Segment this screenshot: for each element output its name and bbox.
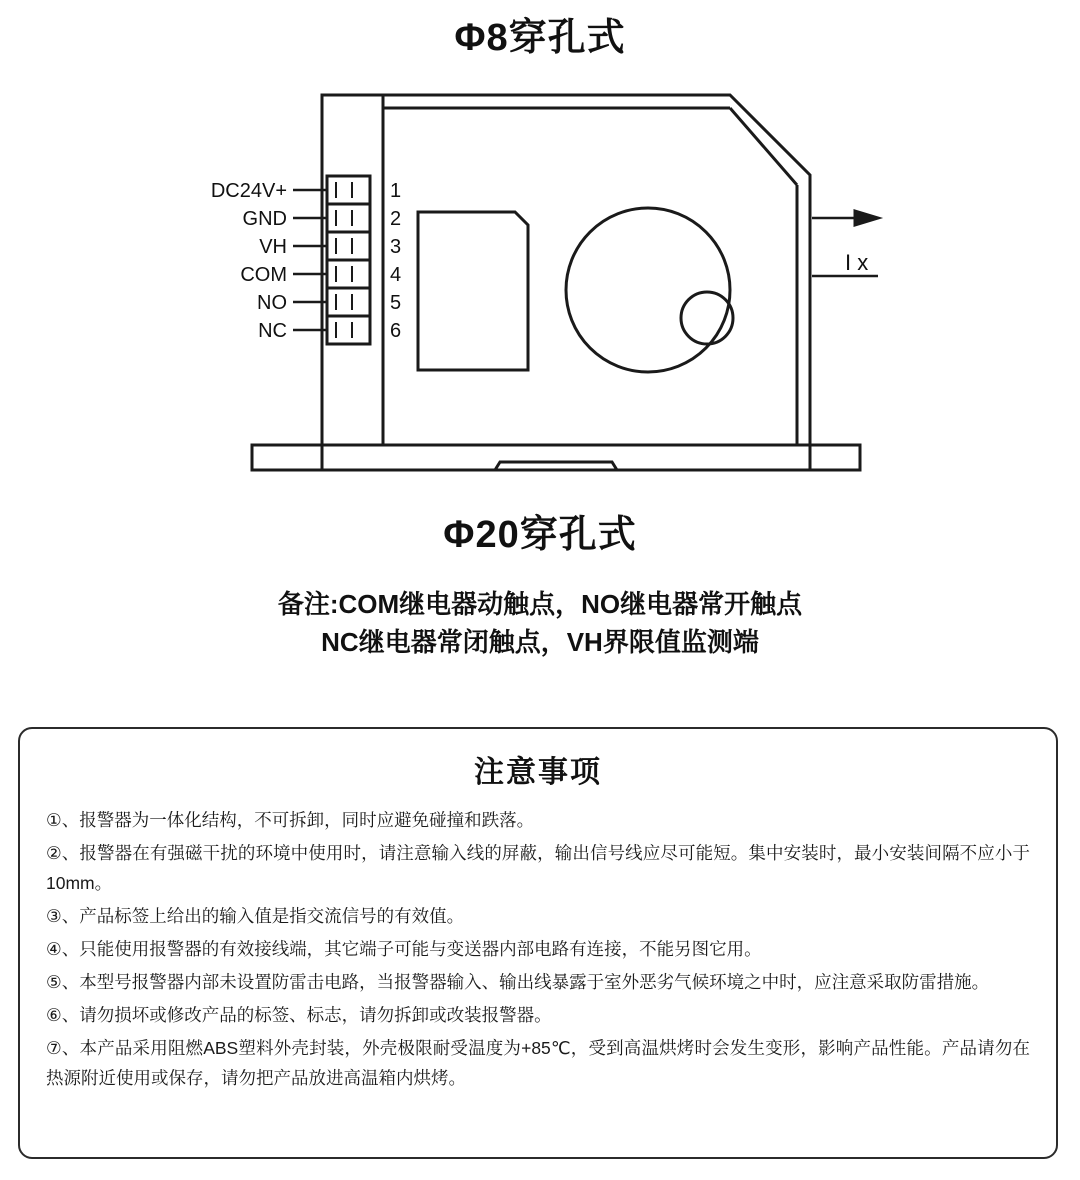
terminal-1	[327, 176, 370, 204]
terminal-number-3: 4	[390, 264, 402, 286]
terminal-label-5: NC	[258, 320, 287, 342]
terminal-block	[327, 176, 370, 344]
terminal-4	[327, 260, 370, 288]
page-title-top: Φ8穿孔式	[454, 17, 626, 59]
caution-item: ②、报警器在有强磁干扰的环境中使用时，请注意输入线的屏蔽，输出信号线应尽可能短。集中安装时，最小安装间隔不应小于10mm。	[46, 843, 1030, 893]
relay-note-line2: NC继电器常闭触点，VH界限值监测端	[321, 627, 759, 657]
cautions-list	[46, 805, 1030, 1093]
terminal-5	[327, 288, 370, 316]
caution-item: ⑥、请勿损坏或修改产品的标签、标志，请勿拆卸或改装报警器。	[46, 1005, 552, 1025]
page-title-bottom: Φ20穿孔式	[443, 514, 637, 556]
caution-item: ①、报警器为一体化结构，不可拆卸，同时应避免碰撞和跌落。	[46, 810, 535, 830]
mounting-base	[252, 445, 860, 470]
caution-item: ⑤、本型号报警器内部未设置防雷击电路，当报警器输入、输出线暴露于室外恶劣气候环境之中时，应注意采取防雷措施。	[46, 972, 990, 992]
relay-note	[0, 585, 1080, 661]
internal-module	[418, 212, 528, 370]
cautions-panel	[18, 727, 1058, 1159]
terminal-label-0: DC24V+	[210, 180, 287, 202]
cautions-title: 注意事项	[474, 756, 602, 789]
caution-item: ⑦、本产品采用阻燃ABS塑料外壳封装，外壳极限耐受温度为+85℃，受到高温烘烤时会发生变形，影响产品性能。产品请勿在热源附近使用或保存，请勿把产品放进高温箱内烘烤。	[46, 1038, 1030, 1088]
housing-bevel-inner	[730, 108, 797, 185]
terminal-3	[327, 232, 370, 260]
caution-item: ④、只能使用报警器的有效接线端，其它端子可能与变送器内部电路有连接，不能另图它用。	[46, 939, 762, 959]
relay-note-line1: 备注:COM继电器动触点，NO继电器常开触点	[277, 589, 803, 619]
terminal-2	[327, 204, 370, 232]
through-hole-circle	[566, 208, 730, 372]
terminal-number-5: 6	[390, 320, 402, 342]
current-arrow-head	[855, 211, 878, 225]
terminal-label-3: COM	[240, 264, 287, 286]
current-label: I x	[845, 250, 869, 275]
terminal-label-2: VH	[259, 236, 287, 258]
terminal-number-4: 5	[390, 292, 402, 314]
caution-item: ③、产品标签上给出的输入值是指交流信号的有效值。	[46, 906, 465, 926]
terminal-label-4: NO	[257, 292, 287, 314]
terminal-number-1: 2	[390, 208, 402, 230]
terminal-label-1: GND	[242, 208, 287, 230]
terminal-number-2: 3	[390, 236, 402, 258]
sensor-diagram	[0, 70, 1080, 490]
terminal-number-0: 1	[390, 180, 402, 202]
terminal-6	[327, 316, 370, 344]
